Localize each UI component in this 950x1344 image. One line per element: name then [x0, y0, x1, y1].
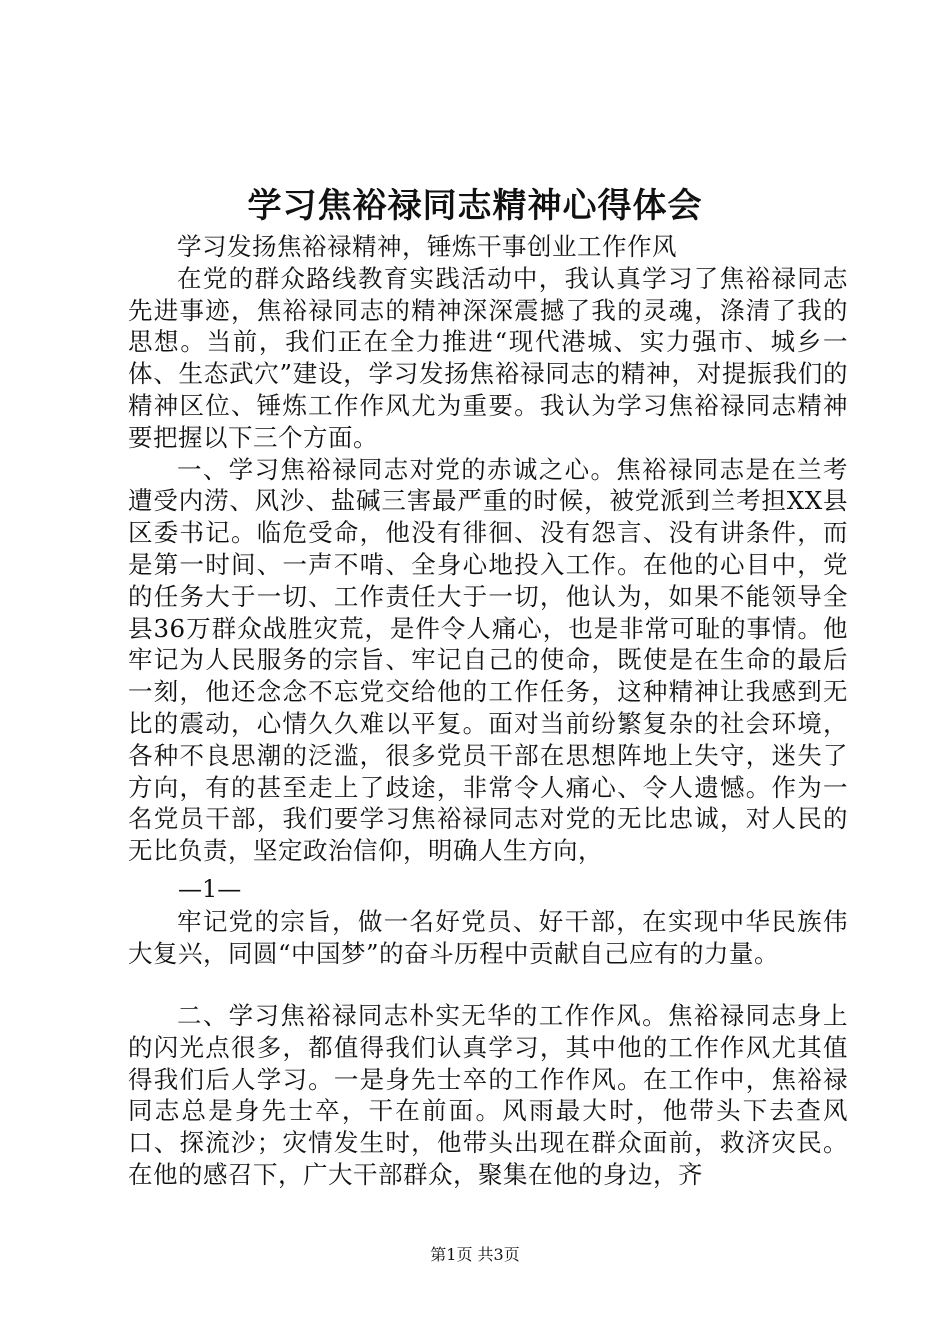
paragraph: 一、学习焦裕禄同志对党的赤诚之心。焦裕禄同志是在兰考遭受内涝、风沙、盐碱三害最严重的时候，被党派到兰考担XX县区委书记。临危受命，他没有徘徊、没有怨言、没有讲条件，而是第一时间、一声不啃、全身心地投入工作。在他的心目中，党的任务大于一切、工作责任大于一切，他认为，如果不能领导全县36万群众战胜灾荒，是件令人痛心，也是非常可耻的事情。他牢记为人民服务的宗旨、牢记自己的使命，既使是在生命的最后一刻，他还念念不忘党交给他的工作任务，这种精神让我感到无比的震动，心情久久难以平复。面对当前纷繁复杂的社会环境，各种不良思潮的泛滥，很多党员干部在思想阵地上失守，迷失了方向，有的甚至走上了歧途，非常令人痛心、令人遗憾。作为一名党员干部，我们要学习焦裕禄同志对党的无比忠诚，对人民的无比负责，坚定政治信仰，明确人生方向， — [128, 454, 848, 866]
page-footer: 第1页 共3页 — [430, 1245, 520, 1264]
body-block-2 — [128, 906, 848, 970]
paragraph: 在党的群众路线教育实践活动中，我认真学习了焦裕禄同志先进事迹，焦裕禄同志的精神深深震撼了我的灵魂，涤清了我的思想。当前，我们正在全力推进“现代港城、实力强市、城乡一体、生态武穴”建设，学习发扬焦裕禄同志的精神，对提振我们的精神区位、锤炼工作作风尤为重要。我认为学习焦裕禄同志精神要把握以下三个方面。 — [128, 263, 848, 452]
subtitle: 学习发扬焦裕禄精神，锤炼干事创业工作作风 — [177, 232, 677, 261]
paragraph: 牢记党的宗旨，做一名好党员、好干部，在实现中华民族伟大复兴，同圆“中国梦”的奋斗历程中贡献自己应有的力量。 — [128, 907, 848, 968]
document-title: 学习焦裕禄同志精神心得体会 — [247, 186, 703, 226]
paragraph: 二、学习焦裕禄同志朴实无华的工作作风。焦裕禄同志身上的闪光点很多，都值得我们认真学习，其中他的工作作风尤其值得我们后人学习。一是身先士卒的工作作风。在工作中，焦裕禄同志总是身先士卒，干在前面。风雨最大时，他带头下去查风口、探流沙；灾情发生时，他带头出现在群众面前，救济灾民。在他的感召下，广大干部群众，聚集在他的身边，齐 — [128, 1001, 848, 1189]
body-block-3 — [128, 1000, 848, 1191]
inline-page-mark: —1— — [178, 875, 242, 903]
body-block-1 — [128, 231, 848, 867]
